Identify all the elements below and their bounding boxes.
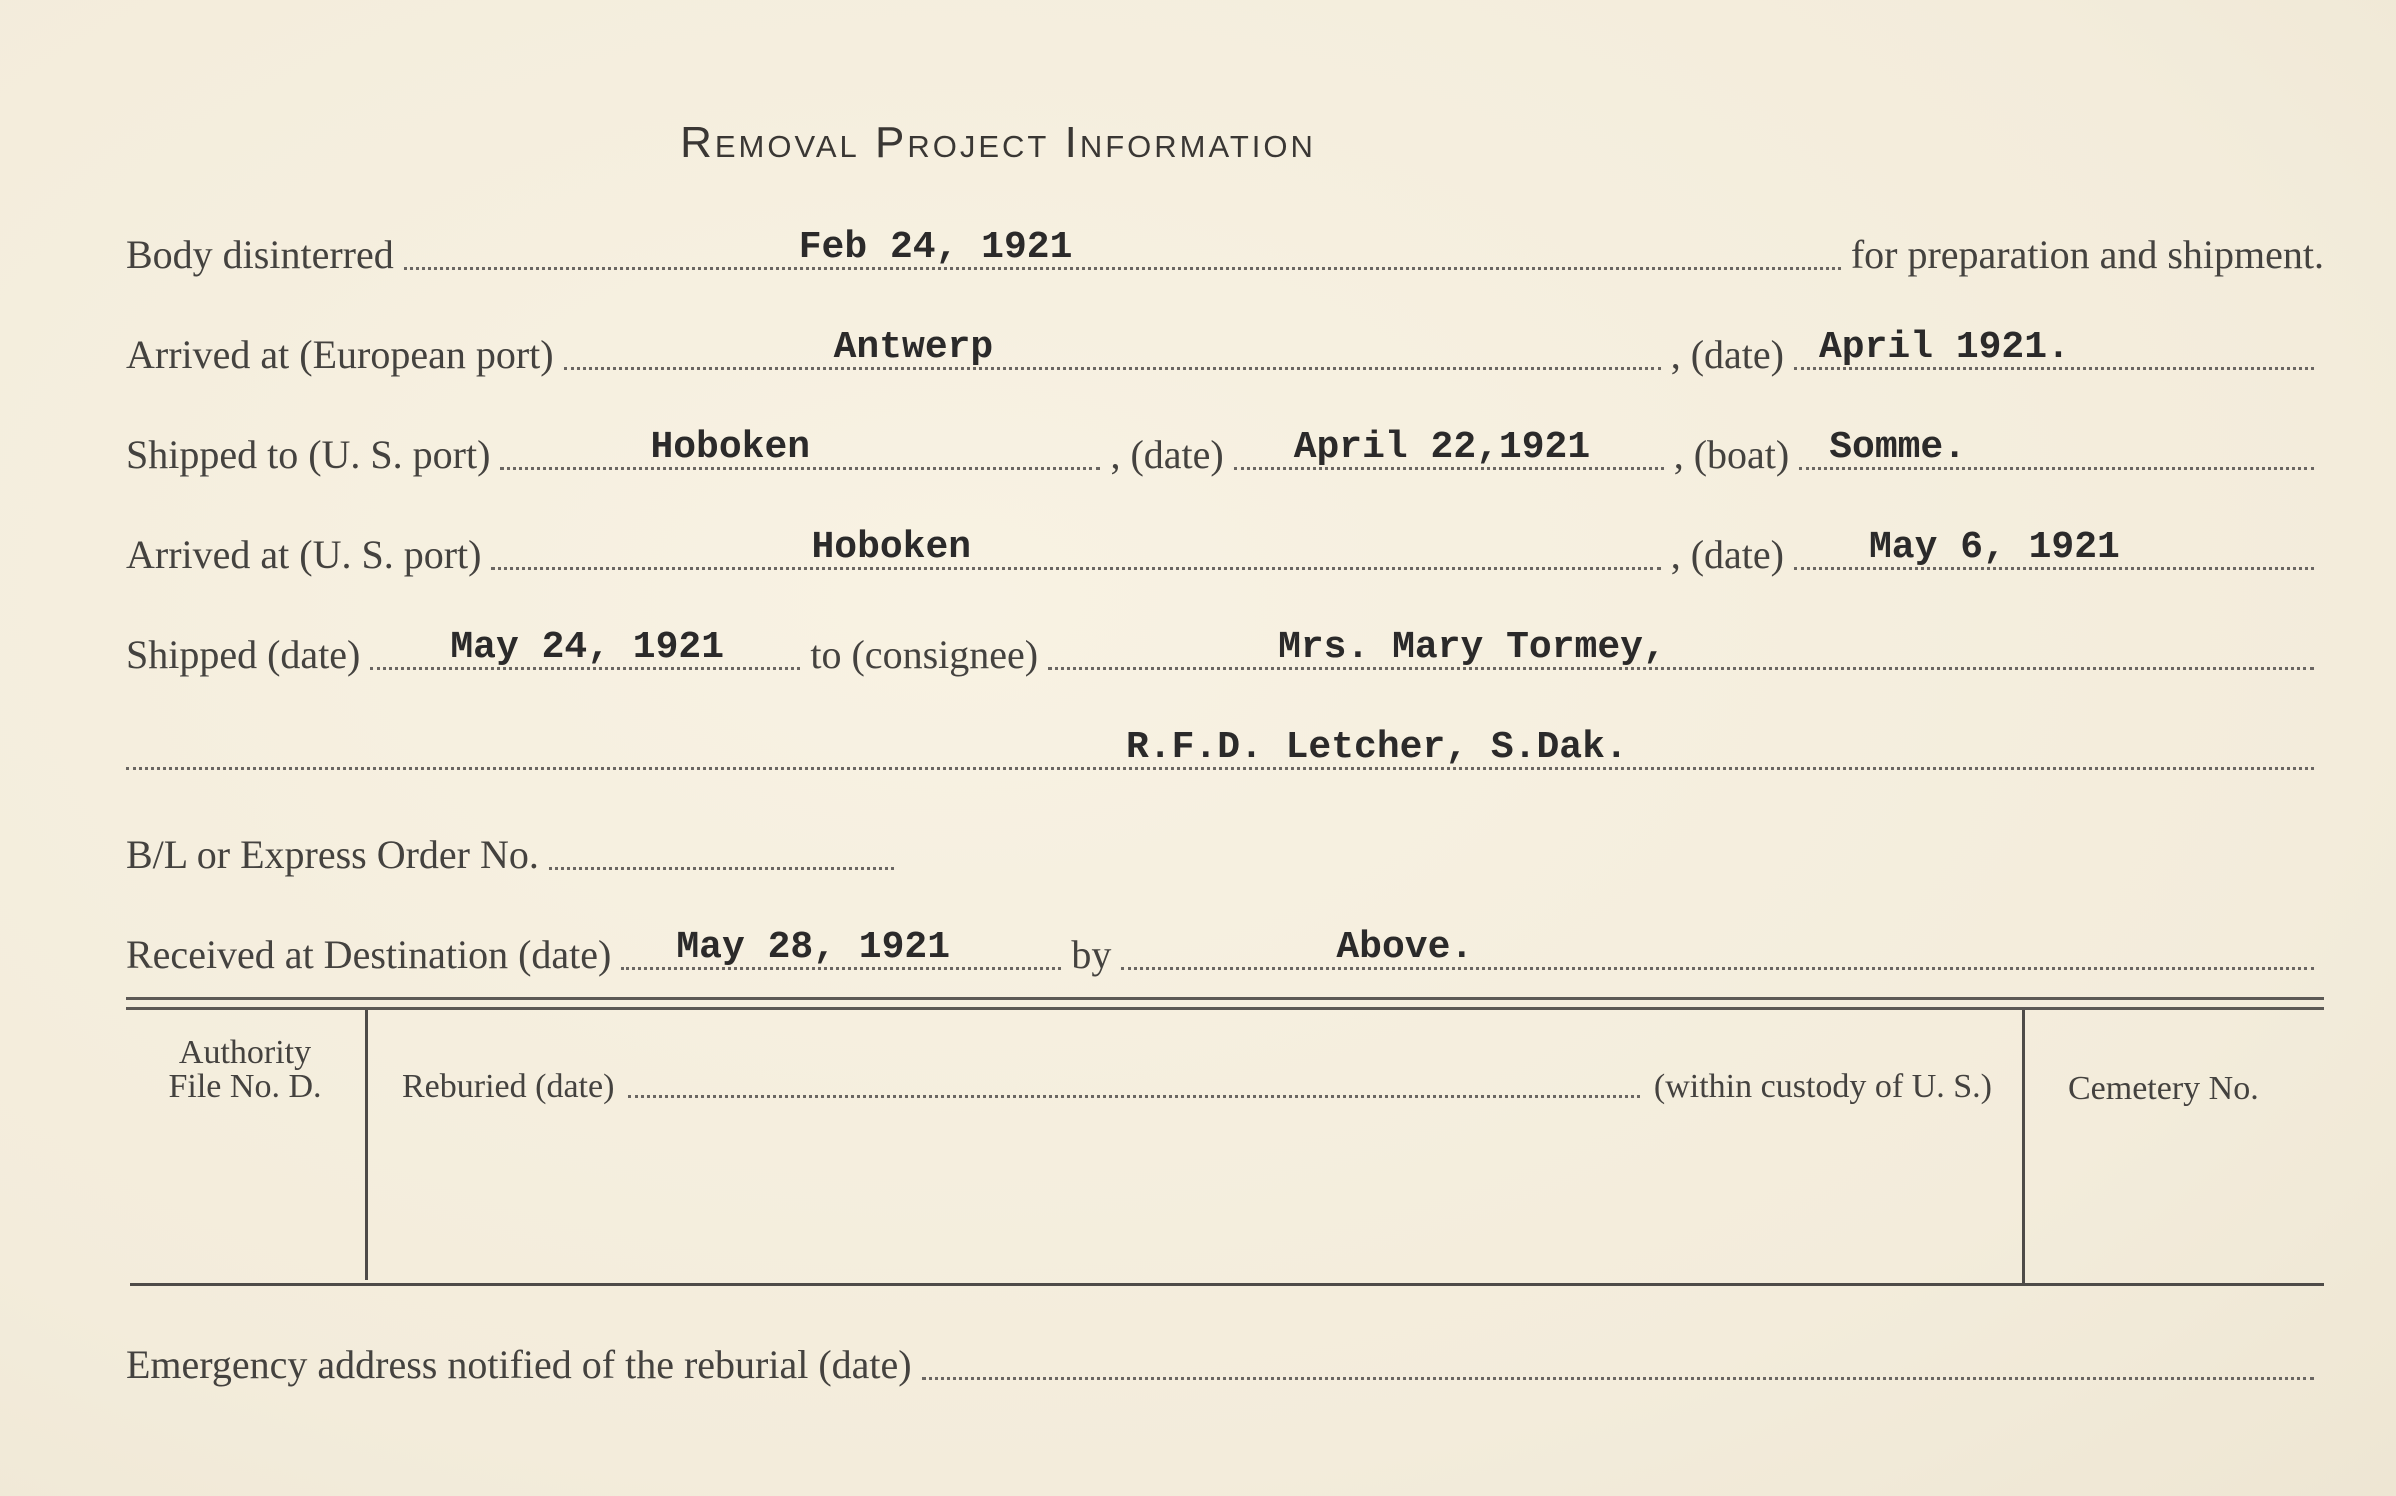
shipped-us-date-label: , (date) — [1110, 432, 1224, 477]
row-disinterred — [126, 222, 2324, 282]
consignee-field — [1048, 611, 2314, 670]
shipped-us-boat-field — [1799, 411, 2314, 470]
row-received — [126, 922, 2324, 982]
arrived-us-date-value: May 6, 1921 — [1869, 526, 2120, 569]
reburied-label: Reburied (date) — [402, 1068, 615, 1105]
shipped-us-date-value: April 22,1921 — [1293, 426, 1591, 469]
bl-field — [549, 811, 894, 870]
cemetery-label: Cemetery No. — [2068, 1070, 2259, 1107]
form-title: Removal Project Information — [680, 118, 1316, 167]
authority-label — [140, 1036, 350, 1104]
row-shipped — [126, 622, 2324, 682]
arrived-europe-label: Arrived at (European port) — [126, 332, 554, 377]
row-address — [126, 722, 2324, 782]
disinterred-label: Body disinterred — [126, 232, 394, 277]
consignee-value: Mrs. Mary Tormey, — [1278, 626, 1666, 669]
address-field — [126, 711, 2314, 770]
custody-label: (within custody of U. S.) — [1653, 1068, 1992, 1105]
authority-line1: Authority — [178, 1034, 312, 1071]
row-arrived-europe — [126, 322, 2324, 382]
received-by-field — [1121, 911, 2314, 970]
table-top-rule — [126, 997, 2324, 1010]
arrived-europe-date-field — [1794, 311, 2314, 370]
arrived-europe-port-field — [564, 311, 1661, 370]
shipped-us-port-value: Hoboken — [650, 426, 811, 469]
arrived-europe-date-value: April 1921. — [1819, 326, 2070, 369]
arrived-us-port-value: Hoboken — [811, 526, 972, 569]
disinterred-suffix: for preparation and shipment. — [1850, 232, 2324, 277]
emergency-field — [922, 1321, 2314, 1380]
shipped-date-field — [370, 611, 800, 670]
arrived-us-port-field — [491, 511, 1660, 570]
shipped-us-date-field — [1234, 411, 1664, 470]
arrived-us-label: Arrived at (U. S. port) — [126, 532, 482, 577]
table-bottom-rule — [130, 1283, 2324, 1286]
table-divider-right — [2022, 1010, 2025, 1285]
arrived-us-date-label: , (date) — [1670, 532, 1784, 577]
received-by-label: by — [1071, 932, 1112, 977]
bl-label: B/L or Express Order No. — [126, 832, 539, 877]
row-emergency — [126, 1332, 2324, 1392]
arrived-us-date-field — [1794, 511, 2314, 570]
reburied-field — [628, 1095, 1640, 1098]
consignee-label: to (consignee) — [810, 632, 1039, 677]
reburied-row — [402, 1068, 1992, 1106]
disinterred-value: Feb 24, 1921 — [798, 226, 1073, 269]
shipped-us-label: Shipped to (U. S. port) — [126, 432, 491, 477]
address-value: R.F.D. Letcher, S.Dak. — [1126, 726, 1628, 769]
received-date-value: May 28, 1921 — [676, 926, 951, 969]
shipped-date-value: May 24, 1921 — [450, 626, 725, 669]
row-arrived-us — [126, 522, 2324, 582]
table-divider-left — [365, 1010, 368, 1280]
shipped-us-boat-label: , (boat) — [1673, 432, 1790, 477]
received-by-value: Above. — [1336, 926, 1474, 969]
disinterred-field — [404, 211, 1841, 270]
row-shipped-us — [126, 422, 2324, 482]
received-label: Received at Destination (date) — [126, 932, 612, 977]
row-bl — [126, 822, 2324, 882]
shipped-label: Shipped (date) — [126, 632, 361, 677]
shipped-us-boat-value: Somme. — [1829, 426, 1967, 469]
received-date-field — [621, 911, 1061, 970]
shipped-us-port-field — [500, 411, 1100, 470]
arrived-europe-port-value: Antwerp — [833, 326, 994, 369]
arrived-europe-date-label: , (date) — [1670, 332, 1784, 377]
authority-line2: File No. D. — [168, 1068, 322, 1105]
emergency-label: Emergency address notified of the reburial (date) — [126, 1342, 912, 1387]
